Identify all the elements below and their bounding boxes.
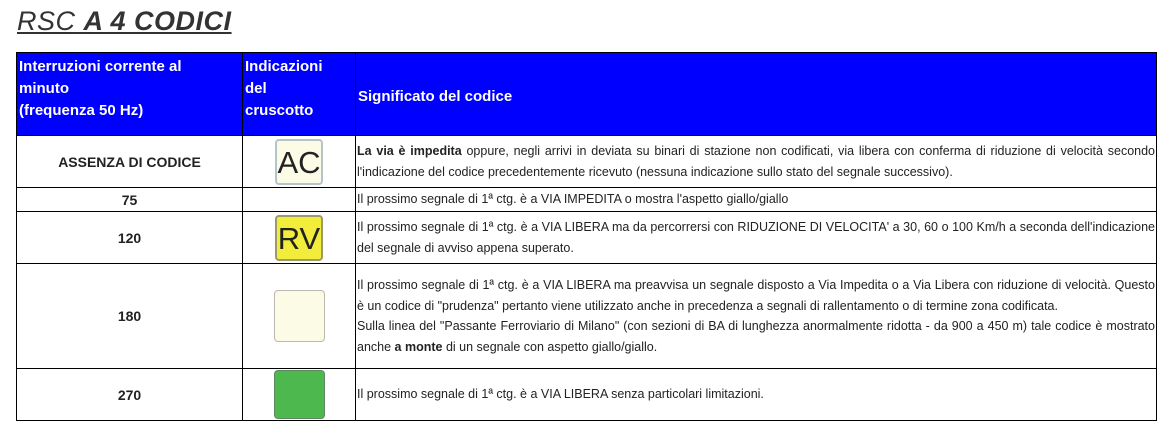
meaning-cell: Il prossimo segnale di 1ª ctg. è a VIA LIBERA senza particolari limitazioni. (356, 369, 1157, 421)
meaning-cell (356, 136, 1157, 188)
frequency-cell: 120 (17, 212, 243, 264)
meaning-text-3: di un segnale con aspetto giallo/giallo. (442, 339, 658, 354)
table-header-row (17, 53, 1157, 136)
indicator-cell (243, 188, 356, 212)
meaning-cell: Il prossimo segnale di 1ª ctg. è a VIA IMPEDITA o mostra l'aspetto giallo/giallo (356, 188, 1157, 212)
page-title (17, 6, 232, 37)
table-row (17, 212, 1157, 264)
frequency-cell: ASSENZA DI CODICE (17, 136, 243, 188)
meaning-bold: a monte (394, 339, 443, 354)
title-main: A 4 CODICI (83, 6, 232, 36)
frequency-cell: 75 (17, 188, 243, 212)
ac-indicator-icon: AC (275, 139, 323, 185)
header-frequency-line1: Interruzioni corrente al (19, 58, 182, 75)
codes-table (16, 52, 1157, 421)
meaning-bold: La via è impedita (357, 144, 462, 158)
frequency-cell: 270 (17, 369, 243, 421)
meaning-text: Il prossimo segnale di 1ª ctg. è a VIA LIBERA ma preavvisa un segnale disposto a Via Impedita o a Via Libera con riduzione di velocità. Questo è un codice di "prudenza" pertanto viene utilizzato anche in precedenza a segnali di rallentamento o di termine zona codificata. (357, 278, 1155, 313)
blank-indicator-icon (274, 290, 325, 342)
header-indicator-line1: Indicazioni (245, 58, 323, 75)
title-prefix: RSC (17, 6, 76, 36)
indicator-cell (243, 264, 356, 369)
header-frequency (17, 53, 243, 136)
header-meaning: Significato del codice (356, 53, 1157, 136)
indicator-cell (243, 369, 356, 421)
header-frequency-line3: (frequenza 50 Hz) (19, 102, 144, 119)
indicator-cell (243, 136, 356, 188)
frequency-cell: 180 (17, 264, 243, 369)
header-indicator-line2: del (245, 80, 267, 97)
indicator-cell (243, 212, 356, 264)
green-indicator-icon (274, 370, 325, 419)
meaning-text: oppure, negli arrivi in deviata su binari di stazione non codificati, via libera con conferma di riduzione di velocità secondo l'indicazione del codice precedentemente ricevuto (nessuna indicazione sullo stato del segnale successivo). (357, 144, 1156, 179)
header-frequency-line2: minuto (19, 80, 69, 97)
table-row (17, 188, 1157, 212)
table-row (17, 369, 1157, 421)
meaning-text-2: Sulla linea del "Passante Ferroviario di Milano" (con sezioni di BA di lunghezza anormalmente ridotta - da 900 a 450 m) tale codice è mostrato anche (357, 319, 1155, 354)
meaning-cell (356, 264, 1157, 369)
rv-indicator-icon: RV (275, 215, 323, 261)
header-indicator (243, 53, 356, 136)
meaning-cell: Il prossimo segnale di 1ª ctg. è a VIA LIBERA ma da percorrersi con RIDUZIONE DI VELOCITA' a 30, 60 o 100 Km/h a seconda dell'indicazione del segnale di avviso appena superato. (356, 212, 1157, 264)
header-indicator-line3: cruscotto (245, 102, 314, 119)
table-row (17, 136, 1157, 188)
table-row (17, 264, 1157, 369)
